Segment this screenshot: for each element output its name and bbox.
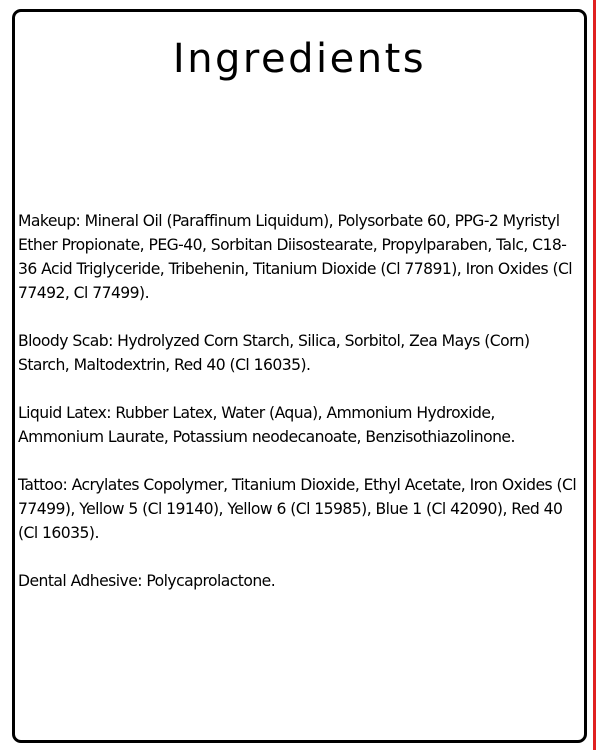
ingredient-list bbox=[18, 209, 584, 617]
page-title: Ingredients bbox=[172, 36, 427, 82]
ingredient-group-liquid-latex: Liquid Latex: Rubber Latex, Water (Aqua), Ammonium Hydroxide, Ammonium Laurate, Potassium neodecanoate, Benzisothiazolinone. bbox=[18, 404, 515, 446]
ingredients-label-card bbox=[12, 9, 587, 743]
ingredient-group-bloody-scab: Bloody Scab: Hydrolyzed Corn Starch, Silica, Sorbitol, Zea Mays (Corn) Starch, Maltodextrin, Red 40 (Cl 16035). bbox=[18, 332, 530, 374]
ingredient-group-dental-adhesive: Dental Adhesive: Polycaprolactone. bbox=[18, 572, 276, 590]
red-edge-rule bbox=[593, 0, 596, 750]
ingredient-group-tattoo: Tattoo: Acrylates Copolymer, Titanium Dioxide, Ethyl Acetate, Iron Oxides (Cl 77499), Yellow 5 (Cl 19140), Yellow 6 (Cl 15985), Blue 1 (Cl 42090), Red 40 (Cl 16035). bbox=[18, 476, 577, 542]
ingredient-group-makeup: Makeup: Mineral Oil (Paraffinum Liquidum), Polysorbate 60, PPG-2 Myristyl Ether Propionate, PEG-40, Sorbitan Diisostearate, Propylparaben, Talc, C18-36 Acid Triglyceride, Tribehenin, Titanium Dioxide (Cl 77891), Iron Oxides (Cl 77492, Cl 77499). bbox=[18, 212, 573, 302]
